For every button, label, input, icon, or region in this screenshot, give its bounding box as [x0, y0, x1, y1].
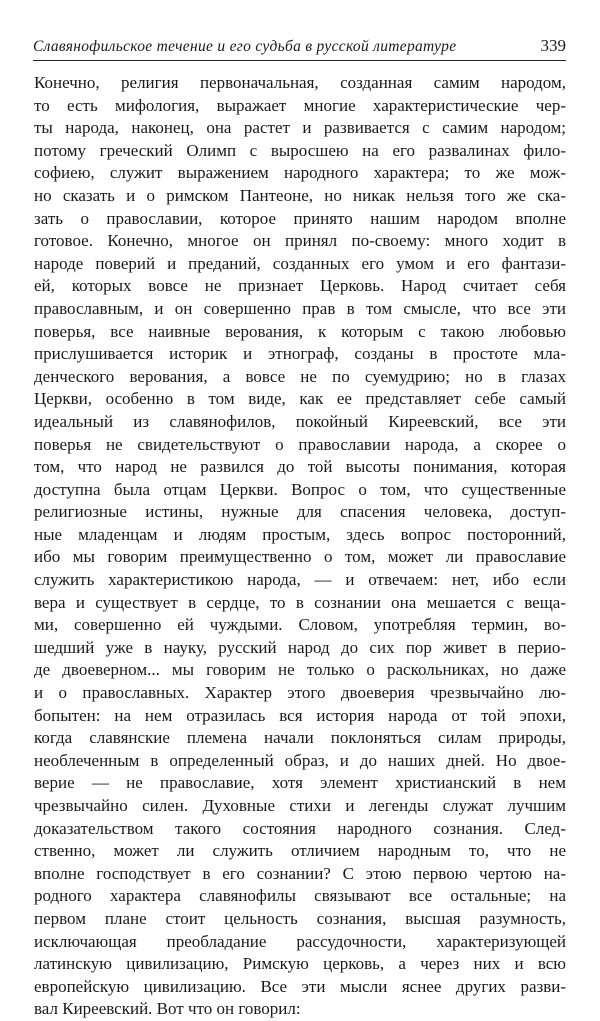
text-line: ты народа, наконец, она растет и развивается с самим народом; — [34, 118, 566, 138]
page-number: 339 — [540, 36, 566, 55]
text-line: софиею, служит выражением народного характера; то же мож- — [34, 163, 566, 183]
text-line: ми, совершенно ей чуждыми. Словом, употребляя термин, во- — [34, 615, 566, 635]
text-line: первом плане стоит цельность сознания, высшая разумность, — [34, 908, 566, 928]
text-line: доступна была отцам Церкви. Вопрос о том, что существенные — [34, 479, 566, 499]
text-line: ибо мы говорим преимущественно о том, может ли православие — [34, 547, 566, 567]
text-line: народе поверий и преданий, созданных его умом и его фантази- — [34, 253, 566, 273]
text-line: поверья, все наивные верования, к которым с такою любовью — [34, 321, 566, 341]
text-line: зать о православии, которое принято нашим народом вполне — [34, 208, 566, 228]
text-line: идеальный из славянофилов, покойный Киреевский, все эти — [34, 411, 566, 431]
text-line: когда славянские племена начали поклоняться силам природы, — [34, 728, 566, 748]
text-line: родного характера славянофилы связывают все остальные; на — [34, 886, 566, 906]
text-line: верие — не православие, хотя элемент христианский в нем — [34, 773, 566, 793]
running-title: Славянофильское течение и его судьба в русской литературе — [33, 38, 457, 55]
text-line: вполне господствует в его сознании? С этою первою чертою на- — [34, 863, 566, 883]
text-line: необлеченным в определенный образ, и до наших дней. Но двое- — [34, 750, 566, 770]
text-line: православным, и он совершенно прав в том смысле, что все эти — [34, 298, 566, 318]
text-line: готовое. Конечно, многое он принял по-своему: много ходит в — [34, 231, 566, 251]
text-line: денческого верования, а вовсе не по суемудрию; но в глазах — [34, 366, 566, 386]
text-line: потому греческий Олимп с выросшею на его развалинах фило- — [34, 140, 566, 160]
text-line: религиозные истины, нужные для спасения человека, доступ- — [34, 502, 566, 522]
text-line: латинскую цивилизацию, Римскую церковь, а через них и всю — [34, 954, 566, 974]
text-line: Конечно, религия первоначальная, созданная самим народом, — [34, 73, 566, 92]
text-line: том, что народ не развился до той высоты понимания, которая — [34, 457, 566, 477]
text-line: ственно, может ли служить отличием народным то, что не — [34, 841, 566, 861]
text-line: и о православных. Характер этого двоеверия чрезвычайно лю- — [34, 683, 566, 703]
text-line: вал Киреевский. Вот что он говорил: — [34, 999, 301, 1019]
text-line: вера и существует в сердце, то в сознании она мешается с веща- — [34, 592, 566, 612]
text-line: шедший уже в науку, русский народ до сих пор живет в перио- — [34, 637, 566, 657]
body-text — [34, 72, 566, 1021]
text-line: служить характеристикою народа, — и отвечаем: нет, ибо если — [34, 570, 566, 590]
text-line: де двоеверном... мы говорим не только о раскольниках, но даже — [34, 660, 566, 680]
running-header — [33, 34, 566, 61]
text-line: чрезвычайно силен. Духовные стихи и легенды служат лучшим — [34, 796, 566, 815]
text-line: то есть мифология, выражает многие характеристические чер- — [34, 95, 566, 115]
text-line: доказательством такого состояния народного сознания. След- — [34, 818, 566, 838]
text-line: европейскую цивилизацию. Все эти мысли яснее других разви- — [34, 976, 566, 996]
text-line: поверья не свидетельствуют о православии народа, а скорее о — [34, 434, 566, 454]
text-line: бопытен: на нем отразилась вся история народа от той эпохи, — [34, 705, 566, 725]
text-line: Церкви, особенно в том виде, как ее представляет себе самый — [34, 389, 566, 409]
text-line: но сказать и о римском Пантеоне, но никак нельзя того же ска- — [34, 185, 566, 205]
text-line: ные младенцам и людям простым, здесь вопрос посторонний, — [34, 524, 566, 544]
text-line: ей, которых вовсе не признает Церковь. Народ считает себя — [34, 276, 566, 296]
text-line: исключающая преобладание рассудочности, характеризующей — [34, 931, 566, 951]
text-line: прислушивается историк и этнограф, созданы в простоте мла- — [34, 344, 566, 364]
